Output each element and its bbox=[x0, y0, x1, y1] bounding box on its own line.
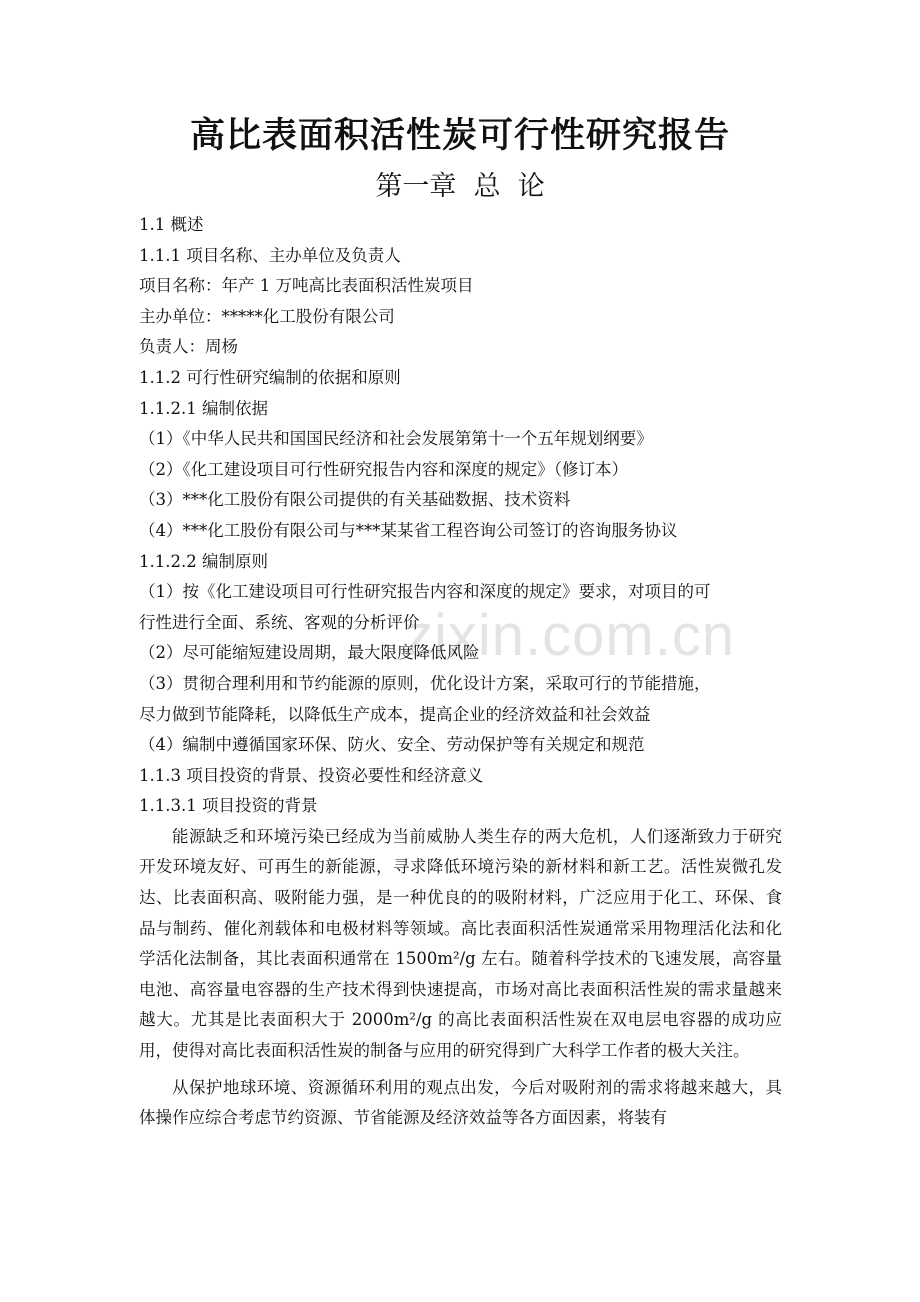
document-title: 高比表面积活性炭可行性研究报告 bbox=[189, 115, 730, 156]
sponsor-line: 主办单位：*****化工股份有限公司 bbox=[139, 306, 395, 326]
section-heading-1-1-3: 1.1.3 项目投资的背景、投资必要性和经济意义 bbox=[139, 765, 484, 785]
principle-item-3: （3）贯彻合理利用和节约能源的原则，优化设计方案，采取可行的节能措施， bbox=[139, 673, 711, 693]
principle-item-1-cont: 行性进行全面、系统、客观的分析评价 bbox=[139, 612, 420, 632]
section-heading-1-1: 1.1 概述 bbox=[139, 215, 204, 234]
principle-item-2: （2）尽可能缩短建设周期，最大限度降低风险 bbox=[139, 643, 480, 663]
responsible-person-line: 负责人：周杨 bbox=[139, 337, 238, 357]
principle-item-1: （1）按《化工建设项目可行性研究报告内容和深度的规定》要求，对项目的可 bbox=[139, 582, 711, 602]
background-paragraph-1: 能源缺乏和环境污染已经成为当前威胁人类生存的两大危机，人们逐渐致力于研究开发环境友好、可再生的新能源，寻求降低环境污染的新材料和新工艺。活性炭微孔发达、比表面积高、吸附能力强，是一种优良的的吸附材料，广泛应用于化工、环保、食品与制药、催化剂载体和电极材料等领域。高比表面积活性炭通常采用物理活化法和化学活化法制备，其比表面积通常在 1500m²/g 左右。随着科学技术的飞速发展，高容量电池、高容量电容器的生产技术得到快速提高，市场对高比表面积活性炭的需求量越来越大。尤其是比表面积大于 2000m²/g 的高比表面积活性炭在双电层电容器的成功应用，使得对高比表面积活性炭的制备与应用的研究得到广大科学工作者的极大关注。 bbox=[139, 826, 782, 1061]
section-heading-1-1-3-1: 1.1.3.1 项目投资的背景 bbox=[139, 796, 318, 816]
chapter-title: 第一章 总 论 bbox=[375, 171, 545, 202]
section-heading-1-1-2-2: 1.1.2.2 编制原则 bbox=[139, 551, 268, 571]
principle-item-4: （4）编制中遵循国家环保、防火、安全、劳动保护等有关规定和规范 bbox=[139, 735, 645, 755]
section-heading-1-1-2: 1.1.2 可行性研究编制的依据和原则 bbox=[139, 367, 401, 387]
basis-item-2: （2）《化工建设项目可行性研究报告内容和深度的规定》（修订本） bbox=[139, 459, 628, 479]
background-paragraph-2: 从保护地球环境、资源循环利用的观点出发，今后对吸附剂的需求将越来越大，具体操作应综合考虑节约资源、节省能源及经济效益等各方面因素，将装有 bbox=[139, 1077, 782, 1128]
basis-item-3: （3）***化工股份有限公司提供的有关基础数据、技术资料 bbox=[139, 490, 571, 510]
principle-item-3-cont: 尽力做到节能降耗，以降低生产成本，提高企业的经济效益和社会效益 bbox=[139, 704, 651, 724]
watermark: zixin.com.cn bbox=[404, 603, 736, 668]
basis-item-1: （1）《中华人民共和国国民经济和社会发展第第十一个五年规划纲要》 bbox=[139, 429, 653, 449]
section-heading-1-1-1: 1.1.1 项目名称、主办单位及负责人 bbox=[139, 245, 401, 265]
document-body bbox=[139, 210, 782, 1134]
section-heading-1-1-2-1: 1.1.2.1 编制依据 bbox=[139, 398, 268, 418]
project-name-line: 项目名称：年产 1 万吨高比表面积活性炭项目 bbox=[139, 276, 474, 296]
basis-item-4: （4）***化工股份有限公司与***某某省工程咨询公司签订的咨询服务协议 bbox=[139, 520, 678, 540]
